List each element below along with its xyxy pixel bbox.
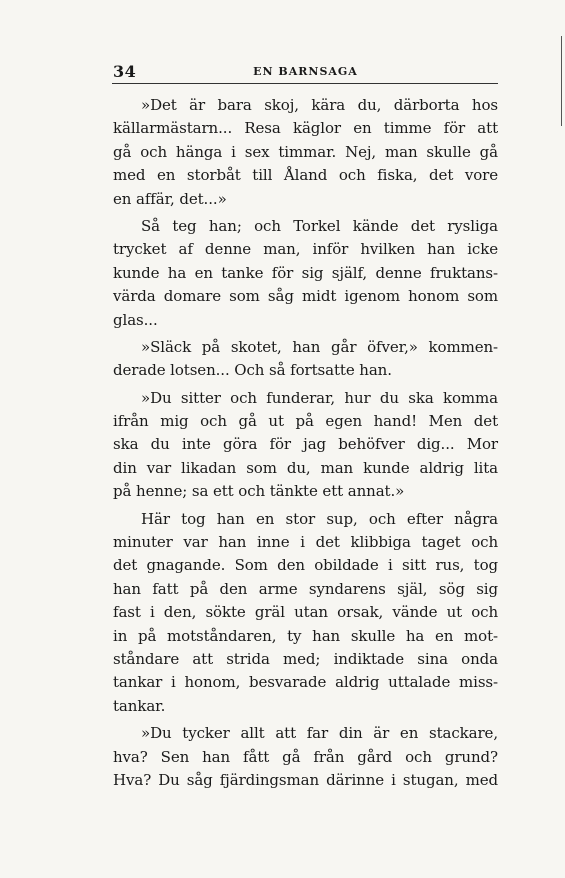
text-line: på henne; sa ett och tänkte ett annat.» [113,482,405,501]
body-text [113,94,498,792]
text-line: hva? Sen han fått gå från gård och grund? [113,747,498,766]
text-line: kunde ha en tanke för sig själf, denne fruktans- [113,263,498,282]
text-line: »Du tycker allt att far din är en stackare, [141,724,498,743]
text-line: ska du inte göra för jag behöfver dig... Mor [113,435,498,454]
text-line: »Det är bara skoj, kära du, därborta hos [141,96,498,114]
text-line: Hva? Du såg fjärdingsman därinne i stugan, med [113,770,498,789]
text-line: minuter var han inne i det klibbiga taget och [113,533,498,552]
text-line: Så teg han; och Torkel kände det rysliga [141,216,498,235]
text-line: din var likadan som du, man kunde aldrig lita [113,458,498,477]
text-line: »Släck på skotet, han går öfver,» kommen- [141,337,498,356]
text-line: fast i den, sökte gräl utan orsak, vände ut och [113,603,498,622]
text-line: en affär, det...» [113,189,227,208]
text-line: Här tog han en stor sup, och efter några [141,509,498,528]
text-line: in på motståndaren, ty han skulle ha en mot- [113,626,498,645]
text-line: »Du sitter och funderar, hur du ska komma [141,388,498,407]
text-line: ifrån mig och gå ut på egen hand! Men det [113,412,498,431]
text-line: han fatt på den arme syndarens själ, sög sig [113,579,498,598]
text-line: det gnagande. Som den obildade i sitt rus, tog [113,556,498,575]
text-line: värda domare som såg midt igenom honom som [113,287,498,306]
text-line: med en storbåt till Åland och fiska, det vore [113,166,498,185]
text-line: trycket af denne man, inför hvilken han icke [113,240,498,259]
text-line: källarmästarn... Resa käglor en timme för att [113,119,498,138]
text-line: derade lotsen... Och så fortsatte han. [113,361,392,380]
text-line: ståndare att strida med; indiktade sina onda [113,649,498,668]
text-line: gå och hänga i sex timmar. Nej, man skulle gå [113,142,498,161]
header-rule [112,83,498,84]
text-line: tankar i honom, besvarade aldrig uttalade miss- [113,673,498,692]
page-number: 34 [113,62,137,81]
text-line: glas... [113,310,158,329]
text-line: tankar. [113,696,166,715]
page-edge-line [561,36,562,126]
running-head: EN BARNSAGA [253,65,358,78]
page-header [113,62,498,82]
